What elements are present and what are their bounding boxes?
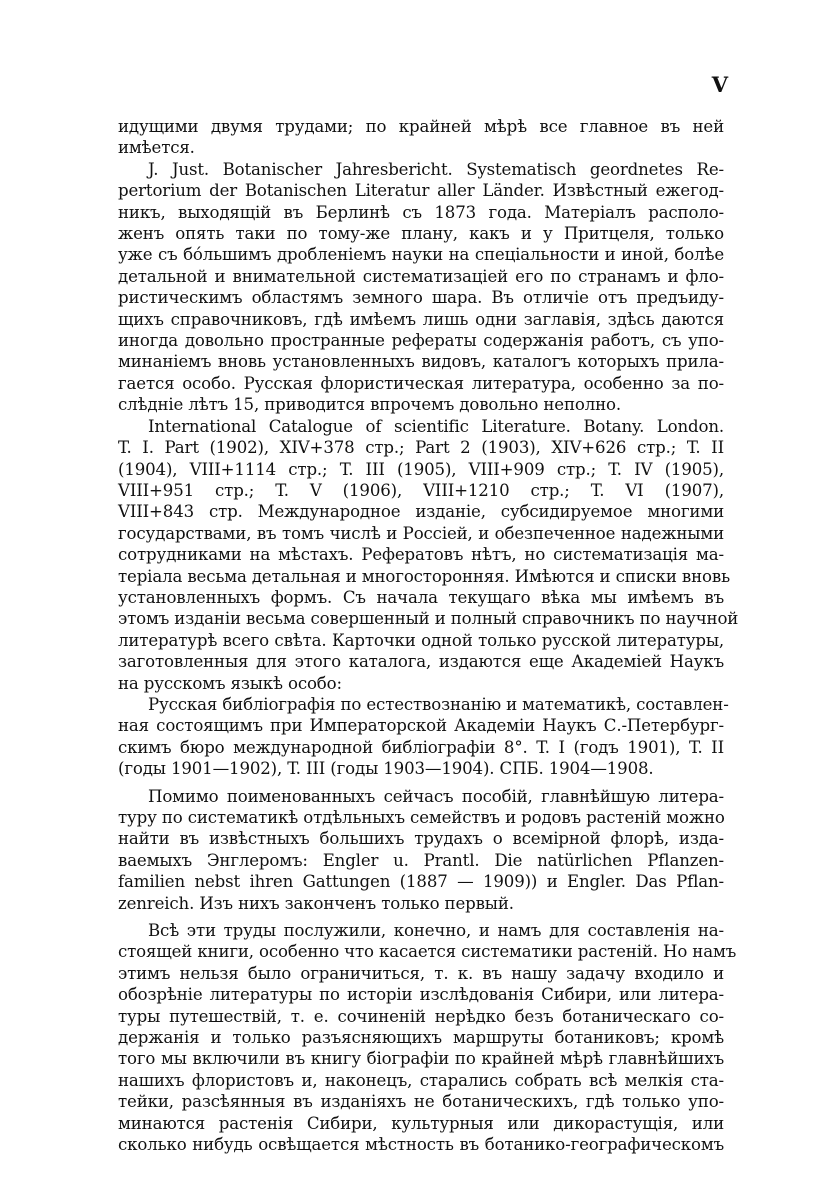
paragraph xyxy=(118,159,724,416)
text-line: туру по систематикѣ отдѣльныхъ семействъ и родовъ растеній можно xyxy=(118,808,725,827)
text-line: J. Just. Botanischer Jahresbericht. Systematisch geordnetes Re- xyxy=(148,159,724,179)
text-line: ная состоящимъ при Императорской Академіи Наукъ С.-Петербург- xyxy=(118,716,724,736)
text-line: (1904), VIII+1114 стр.; T. III (1905), VIII+909 стр.; T. IV (1905), xyxy=(118,459,724,479)
text-line: Русская библіографія по естествознанію и математикѣ, составлен- xyxy=(148,694,729,714)
paragraph xyxy=(118,416,739,694)
paragraph xyxy=(118,694,729,780)
text-line: щихъ справочниковъ, гдѣ имѣемъ лишь одни заглавія, здѣсь даются xyxy=(118,309,724,329)
text-line: Всѣ эти труды послужили, конечно, и намъ для составленія на- xyxy=(148,921,724,941)
text-line: стоящей книги, особенно что касается систематики растеній. Но намъ xyxy=(118,942,737,962)
text-line: детальной и внимательной систематизаціей его по странамъ и фло- xyxy=(118,266,724,286)
text-line: на русскомъ языкѣ особо: xyxy=(118,673,342,693)
text-line: обозрѣніе литературы по исторіи изслѣдованія Сибири, или литера- xyxy=(118,985,724,1005)
text-line: минаются растенія Сибири, культурныя или дикорастущія, или xyxy=(118,1113,724,1133)
text-line: имѣется. xyxy=(118,138,195,158)
text-line: идущими двумя трудами; по крайней мѣрѣ все главное въ ней xyxy=(118,117,724,136)
text-line: сотрудниками на мѣстахъ. Рефератовъ нѣтъ, но систематизація ма- xyxy=(118,545,724,565)
text-line: International Catalogue of scientific Literature. Botany. London. xyxy=(148,416,724,436)
text-line: гается особо. Русская флористическая литература, особенно за по- xyxy=(118,373,724,393)
text-line: туры путешествій, т. е. сочиненій нерѣдко безъ ботаническаго со- xyxy=(118,1006,724,1026)
text-line: теріала весьма детальная и многосторонняя. Имѣются и списки вновь xyxy=(118,566,730,586)
text-line: установленныхъ формъ. Съ начала текущаго вѣка мы имѣемъ въ xyxy=(118,587,724,607)
text-line: иногда довольно пространные рефераты содержанія работъ, съ упо- xyxy=(118,331,724,351)
text-line: скимъ бюро международной библіографіи 8°. T. I (годъ 1901), T. II xyxy=(118,737,724,757)
text-line: найти въ извѣстныхъ большихъ трудахъ о всемірной флорѣ, изда- xyxy=(118,829,724,849)
text-line: pertorium der Botanischen Literatur aller Länder. Извѣстный ежегод- xyxy=(118,181,724,201)
text-line: сколько нибудь освѣщается мѣстность въ ботанико-географическомъ xyxy=(118,1135,724,1155)
body-text xyxy=(118,116,739,1156)
text-line: T. I. Part (1902), XIV+378 стр.; Part 2 (1903), XIV+626 стр.; T. II xyxy=(118,438,724,458)
text-line: VIII+843 стр. Международное изданіе, субсидируемое многими xyxy=(118,502,724,522)
text-line: никъ, выходящій въ Берлинѣ съ 1873 года. Матеріалъ располо- xyxy=(118,202,724,222)
text-line: VIII+951 стр.; T. V (1906), VIII+1210 стр.; T. VI (1907), xyxy=(118,480,724,500)
text-line: заготовленныя для этого каталога, издаются еще Академіей Наукъ xyxy=(118,652,724,672)
text-line: ваемыхъ Энглеромъ: Engler u. Prantl. Die natürlichen Pflanzen- xyxy=(118,850,724,870)
paragraph xyxy=(118,786,724,914)
text-line: (годы 1901—1902), T. III (годы 1903—1904). СПБ. 1904—1908. xyxy=(118,759,654,779)
text-line: минаніемъ вновь установленныхъ видовъ, каталогъ которыхъ прила- xyxy=(118,352,724,372)
text-line: литературѣ всего свѣта. Карточки одной только русской литературы, xyxy=(118,630,724,650)
text-line: государствами, въ томъ числѣ и Россіей, и обезпеченное надежными xyxy=(118,523,724,543)
text-line: тейки, разсѣянныя въ изданіяхъ не ботаническихъ, гдѣ только упо- xyxy=(118,1092,724,1112)
text-line: этомъ изданіи весьма совершенный и полный справочникъ по научной xyxy=(118,609,739,629)
text-line: держанія и только разъясняющихъ маршруты ботаниковъ; кромѣ xyxy=(118,1028,724,1048)
text-line: zenreich. Изъ нихъ законченъ только первый. xyxy=(118,893,514,913)
text-line: слѣдніе лѣтъ 15, приводится впрочемъ довольно неполно. xyxy=(118,395,621,415)
text-line: ристическимъ областямъ земного шара. Въ отличіе отъ предъиду- xyxy=(118,288,724,308)
text-line: того мы включили въ книгу біографіи по крайней мѣрѣ главнѣйшихъ xyxy=(118,1049,724,1069)
text-line: нашихъ флористовъ и, наконецъ, старались собрать всѣ мелкія ста- xyxy=(118,1070,724,1090)
paragraph xyxy=(118,116,724,159)
page-number: V xyxy=(711,72,728,97)
text-line: уже съ бо́льшимъ дробленіемъ науки на спеціальности и иной, болѣе xyxy=(118,245,724,265)
text-line: женъ опять таки по тому-же плану, какъ и у Притцеля, только xyxy=(118,224,724,244)
text-line: Помимо поименованныхъ сейчасъ пособій, главнѣйшую литера- xyxy=(148,786,724,806)
paragraph xyxy=(118,920,737,1155)
text-line: этимъ нельзя было ограничиться, т. к. въ нашу задачу входило и xyxy=(118,963,724,983)
text-line: familien nebst ihren Gattungen (1887 — 1909)) и Engler. Das Pflan- xyxy=(118,872,724,892)
